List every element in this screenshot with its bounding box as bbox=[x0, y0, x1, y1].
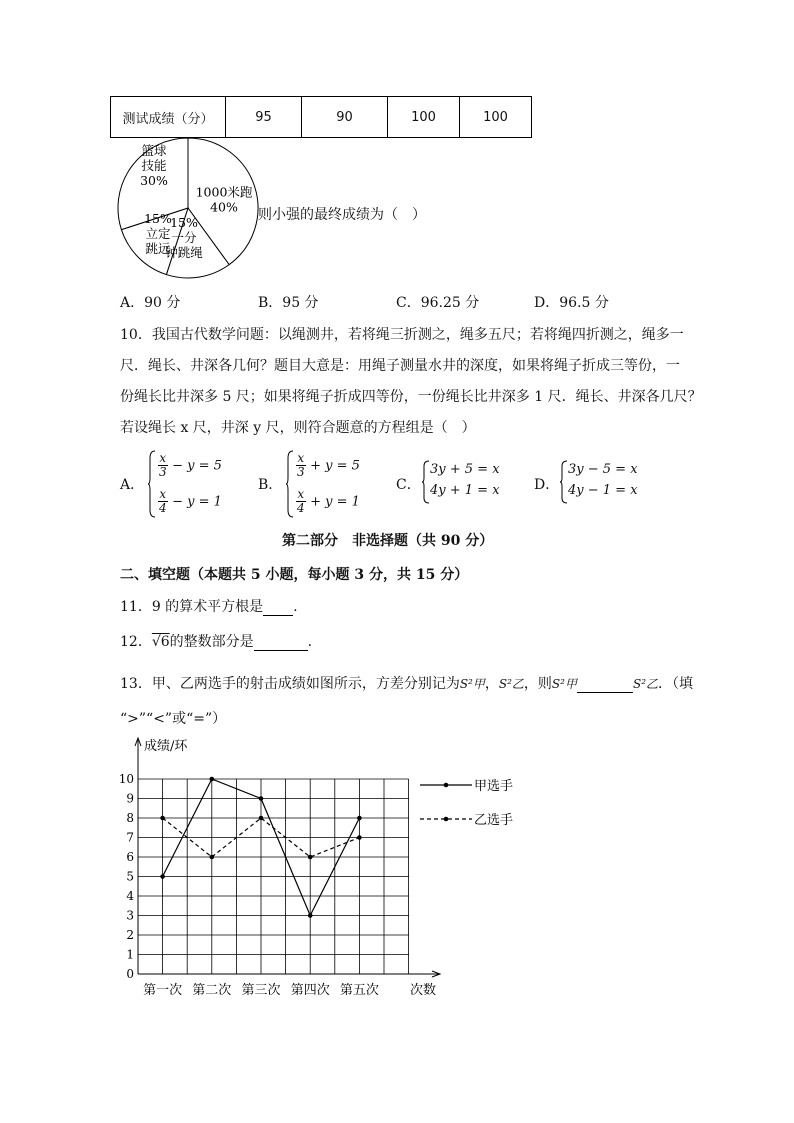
table-cell: 100 bbox=[460, 97, 532, 138]
q12-number: 12． bbox=[120, 634, 152, 650]
y-axis-label: 成绩/环 bbox=[144, 739, 188, 754]
equation-text: + y = 1 bbox=[310, 494, 360, 510]
q13-end: ．（填 bbox=[658, 676, 694, 692]
q13-mid: ，则 bbox=[523, 676, 552, 692]
q13-line2: “>”“<”或“=”） bbox=[120, 711, 227, 727]
q9-option-b: B．95 分 bbox=[258, 295, 319, 311]
q10-line2: 尺．绳长、井深各几何？题目大意是：用绳子测量水井的深度，如果将绳子折成三等份，一 bbox=[120, 358, 680, 374]
part2-heading: 第二部分 非选择题（共 90 分） bbox=[282, 533, 494, 549]
data-point bbox=[210, 855, 215, 860]
pie-label: 跳远 bbox=[145, 241, 171, 256]
y-tick-label: 10 bbox=[118, 772, 134, 786]
pie-label: 立定 bbox=[145, 226, 171, 241]
pie-label: 钟跳绳 bbox=[165, 245, 203, 260]
equation-text: − y = 1 bbox=[172, 494, 222, 510]
q12-text: 的整数部分是 bbox=[169, 634, 254, 650]
equation-text: − y = 5 bbox=[172, 458, 222, 474]
brace-icon bbox=[560, 460, 568, 504]
fraction: $\frac{x}{4}$ bbox=[159, 487, 167, 515]
section2-heading: 二、填空题（本题共 5 小题，每小题 3 分，共 15 分） bbox=[120, 567, 469, 583]
q10-option-a-label: A． bbox=[120, 477, 145, 493]
fraction: $\frac{x}{3}$ bbox=[297, 451, 305, 479]
q11-end: . bbox=[293, 599, 298, 615]
q12-end: . bbox=[307, 634, 313, 650]
data-point bbox=[259, 816, 264, 821]
table-cell: 100 bbox=[388, 97, 460, 138]
data-point bbox=[210, 777, 215, 782]
radical: √6 bbox=[151, 634, 170, 650]
y-tick-label: 7 bbox=[126, 830, 134, 845]
q9-option-c: C．96.25 分 bbox=[396, 295, 480, 311]
equation-text: 3y + 5 = x bbox=[430, 462, 500, 477]
pie-label: 技能 bbox=[141, 158, 167, 173]
x-tick-label: 第三次 bbox=[241, 983, 281, 998]
equation-text: 4y − 1 = x bbox=[568, 483, 638, 498]
table-row bbox=[111, 97, 532, 138]
q13-line1: 13．甲、乙两选手的射击成绩如图所示，方差分别记为S²甲，S²乙，则S²甲 S²乙．（填 bbox=[120, 676, 694, 692]
q10-option-d-system bbox=[560, 460, 660, 504]
pie-label: 15% bbox=[170, 215, 198, 230]
q11 bbox=[120, 596, 298, 616]
q10-line1: 10．我国古代数学问题：以绳测井，若将绳三折测之，绳多五尺；若将绳四折测之，绳多一 bbox=[120, 327, 684, 343]
pie-label: 30% bbox=[140, 173, 168, 188]
legend-marker bbox=[444, 783, 449, 788]
q10-line3: 份绳长比井深多 5 尺；如果将绳子折成四等份，一份绳长比井深多 1 尺．绳长、井深各几尺？ bbox=[120, 389, 702, 405]
legend-label: 甲选手 bbox=[474, 779, 514, 794]
y-tick-label: 0 bbox=[126, 967, 134, 981]
x-tick-label: 第二次 bbox=[192, 983, 232, 998]
q10-line4: 若设绳长 x 尺，井深 y 尺，则符合题意的方程组是（ ） bbox=[120, 420, 476, 436]
brace-icon bbox=[148, 450, 156, 518]
fraction: $\frac{x}{3}$ bbox=[159, 451, 167, 479]
pie-label: 篮球 bbox=[141, 143, 167, 158]
variance-symbol: S²甲 bbox=[551, 677, 577, 691]
data-point bbox=[357, 835, 362, 840]
y-tick-label: 2 bbox=[126, 928, 134, 942]
q13-text: 13．甲、乙两选手的射击成绩如图所示，方差分别记为 bbox=[120, 676, 460, 692]
data-point bbox=[308, 913, 313, 918]
data-point bbox=[259, 796, 264, 801]
line-chart bbox=[110, 736, 550, 1004]
variance-symbol: S²乙 bbox=[498, 677, 524, 691]
y-tick-label: 4 bbox=[126, 889, 134, 903]
q10-option-c-label: C． bbox=[396, 477, 421, 493]
variance-symbol: S²甲 bbox=[459, 677, 485, 691]
x-tick-label: 第一次 bbox=[143, 983, 183, 998]
q10-option-d-label: D． bbox=[534, 477, 560, 493]
y-tick-label: 5 bbox=[126, 869, 134, 884]
pie-label: 一分 bbox=[171, 230, 197, 245]
q11-text: 11．9 的算术平方根是 bbox=[120, 599, 264, 615]
pie-label: 40% bbox=[210, 199, 238, 215]
q10-option-b-system bbox=[286, 450, 386, 518]
answer-blank bbox=[263, 599, 293, 616]
q10-option-c-system bbox=[422, 460, 522, 504]
score-table bbox=[110, 96, 532, 138]
q12 bbox=[120, 631, 312, 651]
data-point bbox=[357, 816, 362, 821]
pie-chart bbox=[114, 134, 264, 284]
data-point bbox=[308, 855, 313, 860]
q9-tail: 则小强的最终成绩为（ ） bbox=[258, 207, 426, 223]
y-tick-label: 9 bbox=[126, 791, 134, 806]
y-tick-label: 3 bbox=[126, 908, 134, 923]
table-header-cell: 测试成绩（分） bbox=[111, 97, 226, 138]
table-cell: 90 bbox=[302, 97, 388, 138]
equation-text: 3y − 5 = x bbox=[568, 462, 638, 477]
data-point bbox=[160, 874, 165, 879]
data-point bbox=[160, 816, 165, 821]
brace-icon bbox=[286, 450, 294, 518]
x-tick-label: 第四次 bbox=[290, 983, 330, 998]
fraction: $\frac{x}{4}$ bbox=[297, 487, 305, 515]
y-tick-label: 6 bbox=[126, 850, 134, 864]
answer-blank bbox=[254, 634, 308, 651]
legend-label: 乙选手 bbox=[474, 813, 514, 828]
y-tick-label: 8 bbox=[126, 811, 134, 825]
y-tick-label: 1 bbox=[126, 947, 134, 962]
q10-option-b-label: B． bbox=[258, 477, 283, 493]
variance-symbol: S²乙 bbox=[632, 677, 659, 691]
q9-option-d: D．96.5 分 bbox=[534, 295, 609, 311]
x-axis-label: 次数 bbox=[410, 983, 437, 998]
equation-text: + y = 5 bbox=[310, 458, 360, 474]
pie-label: 1000米跑 bbox=[195, 184, 253, 200]
answer-blank bbox=[577, 676, 633, 693]
legend-marker bbox=[444, 817, 449, 822]
brace-icon bbox=[422, 460, 430, 504]
q10-option-a-system bbox=[148, 450, 248, 518]
q9-option-a: A．90 分 bbox=[120, 295, 181, 311]
equation-text: 4y + 1 = x bbox=[430, 483, 500, 498]
table-cell: 95 bbox=[226, 97, 302, 138]
pie-label: 15% bbox=[144, 211, 172, 226]
x-tick-label: 第五次 bbox=[339, 983, 379, 998]
